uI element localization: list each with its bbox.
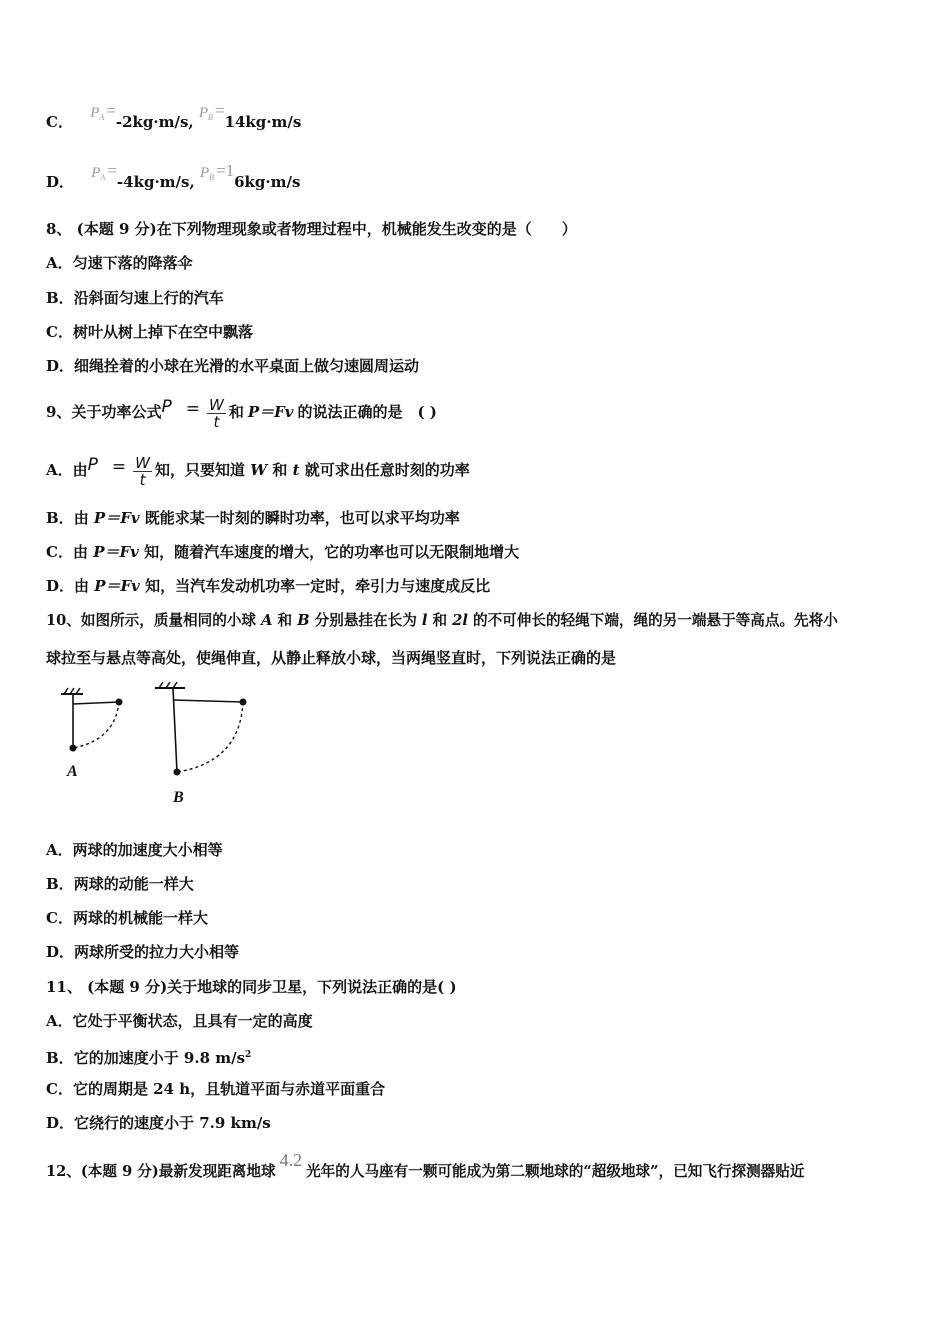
q11-option-c: C．它的周期是 24 h，且轨道平面与赤道平面重合	[46, 1080, 386, 1098]
distance-value: 4.2	[279, 1150, 303, 1170]
q9-option-b: B．由 P＝Fv 既能求某一时刻的瞬时功率，也可以求平均功率	[46, 509, 460, 527]
q12-stem: 12、(本题 9 分)最新发现距离地球4.2光年的人马座有一颗可能成为第二颗地球的“超级地球”，已知飞行探测器贴近	[46, 1150, 805, 1180]
pa-symbol: $P^A$ =	[91, 161, 117, 182]
q9-stem: 9、关于功率公式P = $\frac{W}{t}$ 和 P＝Fv 的说法正确的是 ( )	[46, 395, 437, 431]
q10-option-c: C．两球的机械能一样大	[46, 909, 208, 927]
pb-symbol: $P^B =1$	[199, 161, 235, 182]
q8-option-d: D．细绳拴着的小球在光滑的水平桌面上做匀速圆周运动	[46, 357, 420, 375]
q10-option-b: B．两球的动能一样大	[46, 875, 194, 893]
formula-p: P	[161, 397, 172, 417]
option-label: D．	[46, 173, 75, 191]
figure-label-b: B	[173, 789, 184, 806]
fraction-w-over-t: $\frac{W}{t}$	[208, 395, 224, 431]
q10-stem-line2: 球拉至与悬点等高处，使绳伸直，从静止释放小球，当两绳竖直时，下列说法正确的是	[46, 649, 617, 667]
pa-symbol: $P^A$ =	[90, 101, 116, 122]
q10-option-d: D．两球所受的拉力大小相等	[46, 943, 240, 961]
q11-stem: 11、 (本题 9 分)关于地球的同步卫星，下列说法正确的是( )	[46, 978, 457, 996]
q7-option-c	[46, 101, 302, 135]
pendulum-figure	[55, 680, 265, 810]
pb-symbol: $P^B$ =	[198, 101, 225, 122]
pendulum-b	[155, 682, 246, 775]
formula-p: P	[87, 455, 98, 475]
figure-label-a: A	[67, 763, 78, 780]
q10-stem-line1: 10、如图所示，质量相同的小球 A 和 B 分别悬挂在长为 l 和 2l 的不可伸长的轻绳下端，绳的另一端悬于等高点。先将小	[46, 612, 838, 629]
q9-option-a: A．由P = $\frac{W}{t}$ 知，只要知道 W 和 t 就可求出任意时刻的功率	[46, 453, 470, 489]
q8-stem: 8、 (本题 9 分)在下列物理现象或者物理过程中，机械能发生改变的是（ ）	[46, 220, 577, 238]
q11-option-d: D．它绕行的速度小于 7.9 km/s	[46, 1114, 271, 1132]
q11-option-b: B．它的加速度小于 9.8 $m/s^2$	[46, 1049, 252, 1067]
q9-option-d: D．由 P＝Fv 知，当汽车发动机功率一定时，牵引力与速度成反比	[46, 577, 491, 595]
q10-option-a: A．两球的加速度大小相等	[46, 841, 223, 859]
option-label: C．	[46, 113, 73, 131]
fraction-w-over-t: $\frac{W}{t}$	[135, 453, 151, 489]
q9-option-c: C．由 P＝Fv 知，随着汽车速度的增大，它的功率也可以无限制地增大	[46, 543, 520, 561]
q11-option-a: A．它处于平衡状态，且具有一定的高度	[46, 1012, 313, 1030]
pa-value: -2kg·m/s,	[115, 113, 194, 131]
q8-option-a: A．匀速下落的降落伞	[46, 254, 193, 272]
q7-option-d	[46, 161, 301, 195]
pendulum-a	[61, 688, 122, 751]
pb-value: 14kg·m/s	[224, 113, 302, 131]
pa-value: -4kg·m/s,	[116, 173, 195, 191]
q8-option-c: C．树叶从树上掉下在空中飘落	[46, 323, 253, 341]
q8-option-b: B．沿斜面匀速上行的汽车	[46, 289, 224, 307]
pb-value: 6kg·m/s	[234, 173, 301, 191]
